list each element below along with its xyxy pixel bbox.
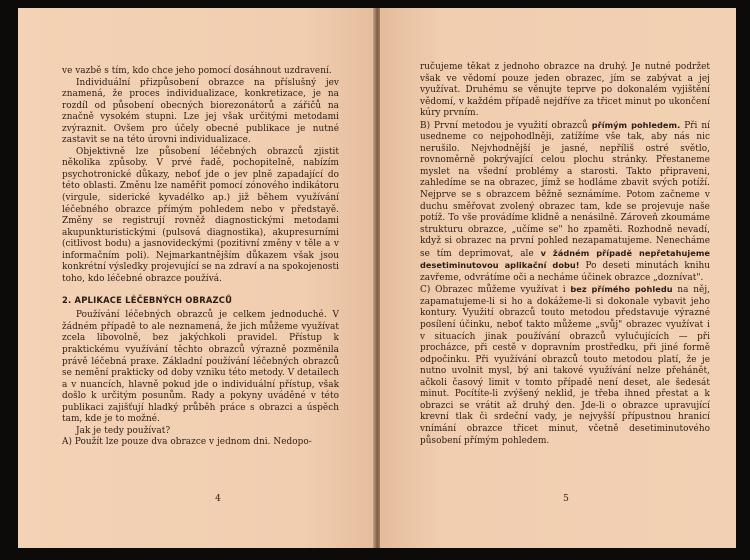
left-paragraph-3: Objektivně lze působení léčebných obrazců zjistit několika způsoby. V prvé řadě, pochopitelně, nabízím psychotronické důkazy, neboť jde o jev plně zapadající do této oblasti. Změnu lze naměřit pomocí zónového indikátoru (virgule, siderické kyvadélko ap.) již během využívání léčebného obrazce přímým pohledem nebo v předstayě. Změny se registrují rovněž diagnostickými metodami akupunkturistickými (pulsová diagnostika), akupresurními (citlivost bodu) a jasnovideckými (pozitivní změny v těle a v informačním poli). Nejmarkantnějším důkazem však jsou konkrétní výsledky projevující se na zdraví a na spokojenosti toho, kdo léčebné obrazce používá.	[62, 146, 339, 284]
left-paragraph-4: Používání léčebných obrazců je celkem jednoduché. V žádném případě to ale neznamená, že jich můžeme využívat zcela libovolně, bez jakýchkoli pravidel. Přístup k praktickému využívání těchto obrazců výrazně pozměnila právě léčebná praxe. Základní používání léčebných obrazců se nemění prakticky od doby vzniku této metody. V detailech a v nuancích, hlavně pokud jde o individuální přístup, však došlo k určitým posunům. Rady a pokyny uváděné v této publikaci zajišťují hladký průběh práce s obrazci a úspěch tam, kde je to možné.	[62, 310, 339, 425]
p3-text-a: C) Obrazec můžeme využívat i	[420, 285, 571, 296]
page-number-right: 5	[563, 494, 569, 504]
left-paragraph-1: ve vazbě s tím, kdo chce jeho pomocí dosáhnout uzdravení.	[62, 66, 332, 76]
right-paragraph-3	[420, 284, 710, 447]
left-paragraph-2: Individuální přizpůsobení obrazce na příslušný jev znamená, že proces individualizace, konkretizace, je na rozdíl od působení obecných biorezonátorů a zářičů na značně vysokém stupni. Lze jej však určitými metodami zvýraznit. Ovšem pro účely obecné publikace je nutné zastavit se na této úrovni individualizace.	[62, 77, 339, 146]
book-spread	[18, 8, 736, 548]
right-page	[380, 8, 736, 548]
p2-bold-1: přímým pohledem.	[591, 119, 681, 130]
right-paragraph-1: ručujeme těkat z jednoho obrazce na druhý. Je nutné podržet však ve vědomí pouze jeden obrazec, jím se zabývat a jej využívat. Druhému se věnujte teprve po dokonalém vyjištění vědomí, v každém případě nejdříve za třicet minut po ukončení kúry prvním.	[420, 62, 710, 119]
p2-text-b: Při ní usedneme co nejpohodlněji, zatížíme vše tak, aby nás nic nerušilo. Nejvhodnější je jasné, nepříliš ostré světlo, rovnoměrně pokrývající celou plochu stránky. Přestaneme myslet na všední problémy a starosti. Takto připraveni, zahledíme se na obrazec, jímž se hodláme zbavit svých potíží. Nejprve se s obrazcem běžně seznámíme. Potom začneme v duchu směřovat zvolený obrazec tam, kde se projevuje naše potíž. To vše provádíme klidně a nenásilně. Zároveň zkoumáme strukturu obrazce, „učíme se" ho zpaměti. Rozhodně nevadí, když si obrazec na první pohled nezapamatujeme. Nenecháme se tím deprimovat, ale	[420, 120, 710, 259]
left-paragraph-6: A) Použít lze pouze dva obrazce v jednom dni. Nedopo-	[62, 437, 312, 448]
right-paragraph-2	[420, 120, 710, 285]
section-heading: 2. APLIKACE LÉČEBNÝCH OBRAZCŮ	[62, 295, 233, 306]
p3-bold: bez přímého pohledu	[570, 284, 673, 295]
page-number-left: 4	[215, 494, 221, 504]
p2-bold-2: v žádném případě nepřetahujeme desetiminutovou aplikační dobu!	[420, 247, 710, 271]
left-page	[18, 8, 375, 548]
left-paragraph-5: Jak je tedy používat?	[76, 425, 171, 436]
p2-text-a: B) První metodou je využití obrazců	[420, 120, 592, 131]
p2-text-c: Po deseti minutách knihu zavřeme, odvrátíme oči a necháme účinek obrazce „doznívat".	[420, 261, 710, 283]
p3-text-b: na něj, zapamatujeme-li si ho a dokážeme-li si dokonale vybavit jeho kontury. Využití obrazců touto metodou představuje výrazné posílení účinku, neboť takto můžeme „svůj" obrazec využívat i v situacích jinak používání obrazců vylučujících — při procházce, při cestě v dopravním prostředku, při jiné formě odpočinku. Při využívání obrazců touto metodou platí, že je nutno uvolnit mysl, bý ani takové využívání nelze přehánět, ačkoli časový limit v tomto případě není deset, ale šedesát minut. Pocítíte-li zvýšený neklid, je třeba ihned přestat a k obrazci se vrátit až druhý den. Jde-li o obrazce upravující krevní tlak či srdeční vady, je nejvyšší přípustnou hranicí vnímání obrazce třicet minut, včetně desetiminutového působení přímým pohledem.	[420, 285, 710, 446]
